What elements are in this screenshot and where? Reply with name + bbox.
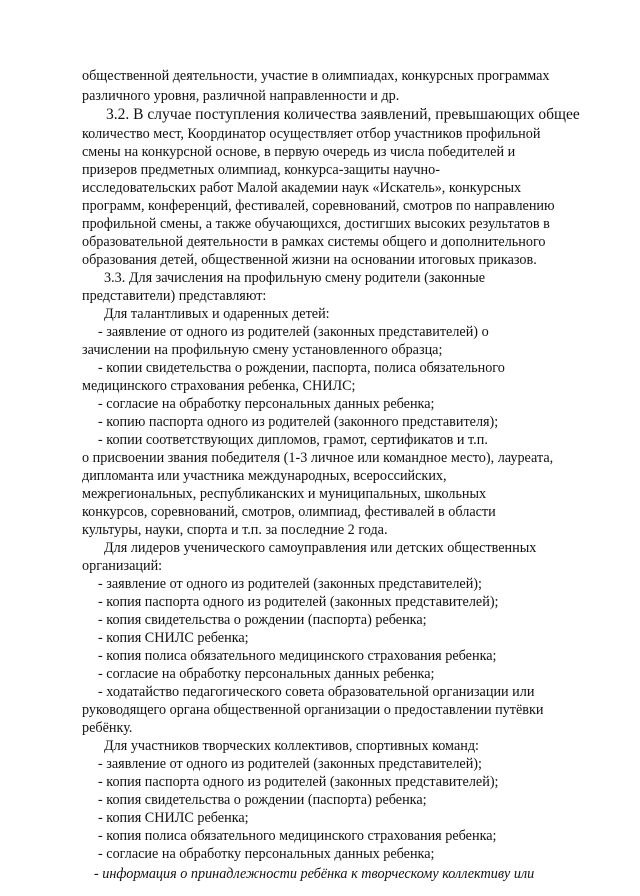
section-3-3-first-line: 3.3. Для зачисления на профильную смену родители (законные: [104, 270, 486, 286]
list-item: - копия СНИЛС ребенка;: [98, 630, 249, 646]
paragraph-line: призеров предметных олимпиад, конкурса-защиты научно-: [82, 162, 440, 178]
list-item-continuation: конкурсов, соревнований, смотров, олимпиад, фестивалей в области: [82, 504, 496, 520]
list-item: - копии соответствующих дипломов, грамот, сертификатов и т.п.: [98, 432, 488, 448]
list-item: - заявление от одного из родителей (законных представителей) о: [98, 324, 489, 340]
paragraph-line: исследовательских работ Малой академии наук «Искатель», конкурсных: [82, 180, 522, 196]
list-item: - копия паспорта одного из родителей (законных представителей);: [98, 594, 499, 610]
list-item: - заявление от одного из родителей (законных представителей);: [98, 756, 482, 772]
paragraph-line: количество мест, Координатор осуществляет отбор участников профильной: [82, 126, 541, 142]
paragraph-line: общественной деятельности, участие в олимпиадах, конкурсных программах: [82, 68, 550, 84]
list-item: - копия паспорта одного из родителей (законных представителей);: [98, 774, 499, 790]
list-item-continuation: о присвоении звания победителя (1-3 личное или командное место), лауреата,: [82, 450, 554, 466]
section-3-2-first-line: 3.2. В случае поступления количества заявлений, превышающих общее: [106, 106, 580, 123]
list-item: - согласие на обработку персональных данных ребенка;: [98, 666, 435, 682]
paragraph-line: образовательной деятельности в рамках системы общего и дополнительного: [82, 234, 546, 250]
list-item: - копия полиса обязательного медицинского страхования ребенка;: [98, 828, 497, 844]
list-item-continuation: руководящего органа общественной организации о предоставлении путёвки: [82, 702, 544, 718]
list-item-continuation: культуры, науки, спорта и т.п. за последние 2 года.: [82, 522, 388, 538]
paragraph-line: программ, конференций, фестивалей, соревнований, смотров по направлению: [82, 198, 555, 214]
paragraph-line: представители) представляют:: [82, 288, 267, 304]
paragraph-line: различного уровня, различной направленности и др.: [82, 88, 400, 104]
gifted-heading: Для талантливых и одаренных детей:: [104, 306, 330, 322]
list-item-continuation: зачислении на профильную смену установленного образца;: [82, 342, 443, 358]
list-item: - копия свидетельства о рождении (паспорта) ребенка;: [98, 612, 427, 628]
paragraph-line: профильной смены, а также обучающихся, достигших высоких результатов в: [82, 216, 550, 232]
list-item-continuation: межрегиональных, республиканских и муниципальных, школьных: [82, 486, 487, 502]
list-item-continuation: медицинского страхования ребенка, СНИЛС;: [82, 378, 356, 394]
list-item: - заявление от одного из родителей (законных представителей);: [98, 576, 482, 592]
list-item: - ходатайство педагогического совета образовательной организации или: [98, 684, 535, 700]
paragraph-line: образования детей, общественной жизни на основании итоговых приказов.: [82, 252, 537, 268]
list-item-continuation: дипломанта или участника международных, всероссийских,: [82, 468, 447, 484]
list-item: - копия свидетельства о рождении (паспорта) ребенка;: [98, 792, 427, 808]
list-item: - копия СНИЛС ребенка;: [98, 810, 249, 826]
list-item: - информация о принадлежности ребёнка к творческому коллективу или: [94, 866, 535, 882]
creative-heading: Для участников творческих коллективов, спортивных команд:: [104, 738, 479, 754]
leaders-heading: организаций:: [82, 558, 163, 574]
list-item: - копии свидетельства о рождении, паспорта, полиса обязательного: [98, 360, 505, 376]
paragraph-line: смены на конкурсной основе, в первую очередь из числа победителей и: [82, 144, 516, 160]
list-item: - копию паспорта одного из родителей (законного представителя);: [98, 414, 499, 430]
leaders-heading: Для лидеров ученического самоуправления или детских общественных: [104, 540, 537, 556]
list-item: - копия полиса обязательного медицинского страхования ребенка;: [98, 648, 497, 664]
list-item-continuation: ребёнку.: [82, 720, 133, 736]
list-item: - согласие на обработку персональных данных ребенка;: [98, 846, 435, 862]
list-item: - согласие на обработку персональных данных ребенка;: [98, 396, 435, 412]
